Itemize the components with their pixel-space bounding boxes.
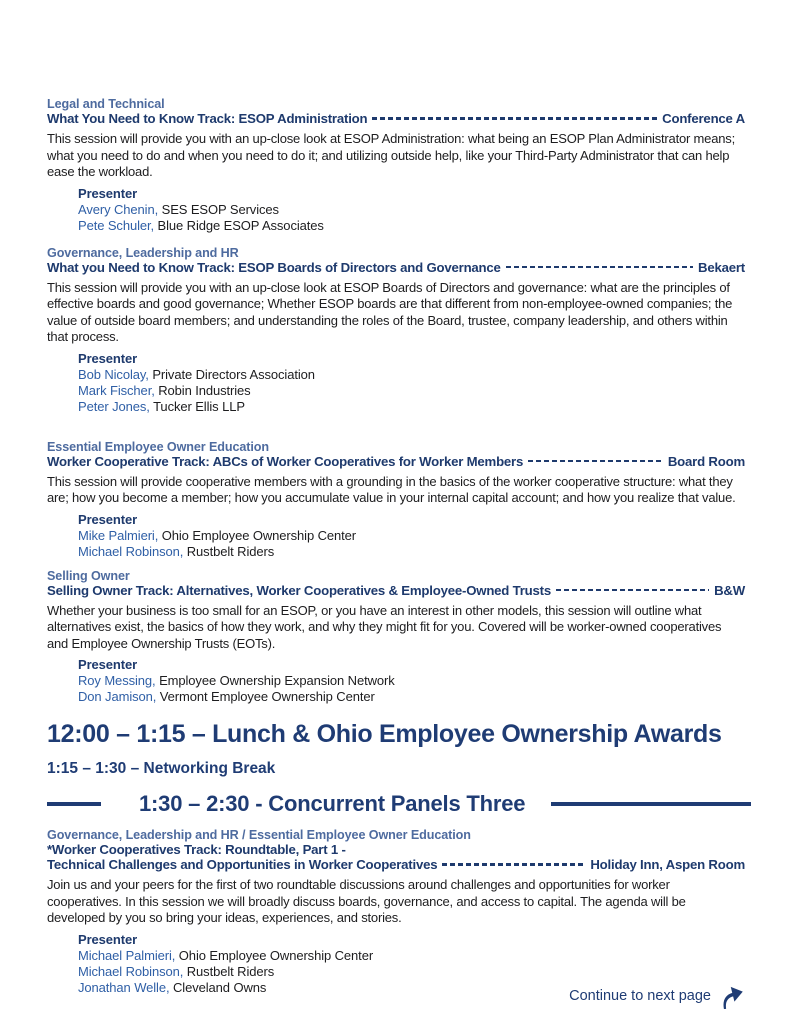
presenter-name: Jonathan Welle,: [78, 979, 170, 995]
presenter-org: Robin Industries: [158, 382, 251, 398]
session-title: Selling Owner Track: Alternatives, Worker Cooperatives & Employee-Owned Trusts: [47, 582, 551, 598]
presenter-name: Mark Fischer,: [78, 382, 155, 398]
presenter-name: Mike Palmieri,: [78, 527, 159, 543]
presenter-line: [78, 383, 745, 399]
track-category-label: Legal and Technical: [47, 97, 165, 111]
session-title-line2: Technical Challenges and Opportunities in Worker Cooperatives: [47, 857, 438, 872]
session-title-line1: *Worker Cooperatives Track: Roundtable, Part 1 -: [47, 842, 346, 857]
presenter-heading: Presenter: [78, 185, 138, 201]
session-title-row: [47, 842, 745, 857]
forward-arrow-icon: [718, 983, 745, 1009]
track-category-label: Governance, Leadership and HR / Essential Employee Owner Education: [47, 828, 471, 842]
presenter-list: [78, 351, 745, 415]
session-description: This session will provide you with an up-close look at ESOP Administration: what being an ESOP Plan Administrator means; what you need to do and when you need to do it; and utilizing outside help, like your Third-Party Administrator that can help ease the workload.: [47, 131, 735, 179]
heading-networking-break: 1:15 – 1:30 – Networking Break: [47, 760, 276, 777]
dash-leader: [528, 460, 663, 462]
session-title: What you Need to Know Track: ESOP Boards of Directors and Governance: [47, 259, 501, 275]
heading-lunch-awards: 12:00 – 1:15 – Lunch & Ohio Employee Ownership Awards: [47, 720, 722, 748]
session-room: Holiday Inn, Aspen Room: [590, 857, 745, 872]
session-description: This session will provide you with an up-close look at ESOP Boards of Directors and governance: what are the principles of effective boards and good governance; Whether ESOP boards are that different from non-employee-owned companies; the value of outside board members; and understanding the roles of the Board, trustee, company leadership, and others within that process.: [47, 279, 733, 344]
presenter-line: [78, 367, 745, 383]
presenter-name: Pete Schuler,: [78, 217, 155, 233]
session-title-row: [47, 583, 745, 598]
presenter-name: Don Jamison,: [78, 689, 157, 704]
session-block-esop-administration: [47, 97, 745, 234]
session-title-row: [47, 454, 745, 469]
presenter-line: [78, 673, 745, 689]
presenter-name: Michael Robinson,: [78, 963, 184, 979]
continue-next-page-label: Continue to next page: [569, 988, 711, 1004]
session-title: What You Need to Know Track: ESOP Administration: [47, 111, 368, 126]
presenter-heading: Presenter: [78, 511, 138, 527]
presenter-line: [78, 218, 745, 234]
heading-concurrent-panels-row: [47, 792, 745, 816]
presenter-line: [78, 544, 745, 560]
rule-right: [551, 802, 751, 806]
presenter-line: [78, 964, 745, 980]
session-room: Board Room: [667, 453, 745, 469]
rule-left: [47, 802, 101, 806]
presenter-name: Avery Chenin,: [78, 201, 159, 217]
dash-leader: [506, 266, 693, 268]
dash-leader: [372, 117, 657, 119]
presenter-heading: Presenter: [78, 350, 138, 366]
session-description: Join us and your peers for the first of two roundtable discussions around challenges and opportunities for worker cooperatives. In this session we will broadly discuss boards, governance, and access to capital. The agenda will be developed by you so bring your ideas, experiences, and stories.: [47, 877, 686, 925]
track-category-label: Governance, Leadership and HR: [47, 245, 239, 260]
presenter-line: [78, 528, 745, 544]
session-block-esop-boards: [47, 246, 745, 415]
presenter-org: Ohio Employee Ownership Center: [178, 947, 374, 963]
presenter-list: [78, 512, 745, 560]
session-title-row: [47, 260, 745, 275]
presenter-line: [78, 399, 745, 415]
presenter-org: SES ESOP Services: [161, 201, 279, 217]
presenter-org: Rustbelt Riders: [186, 543, 275, 559]
presenter-org: Blue Ridge ESOP Associates: [157, 217, 324, 233]
presenter-org: Private Directors Association: [152, 366, 315, 382]
presenter-org: Ohio Employee Ownership Center: [161, 527, 357, 543]
dash-leader: [442, 863, 585, 865]
presenter-name: Michael Palmieri,: [78, 947, 176, 963]
track-category-label: Essential Employee Owner Education: [47, 439, 269, 454]
heading-concurrent-panels: 1:30 – 2:30 - Concurrent Panels Three: [139, 791, 526, 816]
presenter-org: Tucker Ellis LLP: [153, 398, 245, 414]
track-category-label: Selling Owner: [47, 568, 130, 583]
session-room: Bekaert: [698, 259, 745, 275]
presenter-name: Roy Messing,: [78, 673, 156, 688]
session-description: This session will provide cooperative members with a grounding in the basics of the worker cooperative structure: what they are; how you become a member; how you accumulate value in your internal capital account; and how you realize that value.: [47, 473, 736, 505]
presenter-org: Employee Ownership Expansion Network: [159, 673, 395, 688]
session-block-roundtable-part-1: [47, 828, 745, 996]
presenter-list: [78, 186, 745, 234]
presenter-line: [78, 689, 745, 705]
presenter-name: Bob Nicolay,: [78, 366, 149, 382]
session-room: Conference A: [662, 111, 745, 126]
presenter-name: Michael Robinson,: [78, 543, 184, 559]
session-block-selling-owner-alternatives: [47, 569, 745, 706]
continue-next-page-link[interactable]: [569, 983, 745, 1009]
presenter-heading: Presenter: [78, 931, 138, 947]
presenter-org: Rustbelt Riders: [186, 963, 275, 979]
session-title-row: [47, 111, 745, 126]
presenter-org: Vermont Employee Ownership Center: [159, 689, 375, 704]
session-description: Whether your business is too small for an ESOP, or you have an interest in other models, this session will outline what alternatives exist, the basics of how they work, and why they might fit for you. Covered will be worker-owned cooperatives and Employee Ownership Trusts (EOTs).: [47, 602, 722, 651]
presenter-line: [78, 202, 745, 218]
presenter-line: [78, 948, 745, 964]
session-title-row: [47, 857, 745, 872]
presenter-name: Peter Jones,: [78, 398, 150, 414]
dash-leader: [556, 589, 709, 591]
presenter-heading: Presenter: [78, 657, 138, 672]
presenter-org: Cleveland Owns: [173, 979, 267, 995]
session-block-worker-coop-abcs: [47, 440, 745, 560]
session-room: B&W: [714, 582, 745, 598]
session-title: Worker Cooperative Track: ABCs of Worker Cooperatives for Worker Members: [47, 453, 524, 469]
presenter-list: [78, 657, 745, 705]
